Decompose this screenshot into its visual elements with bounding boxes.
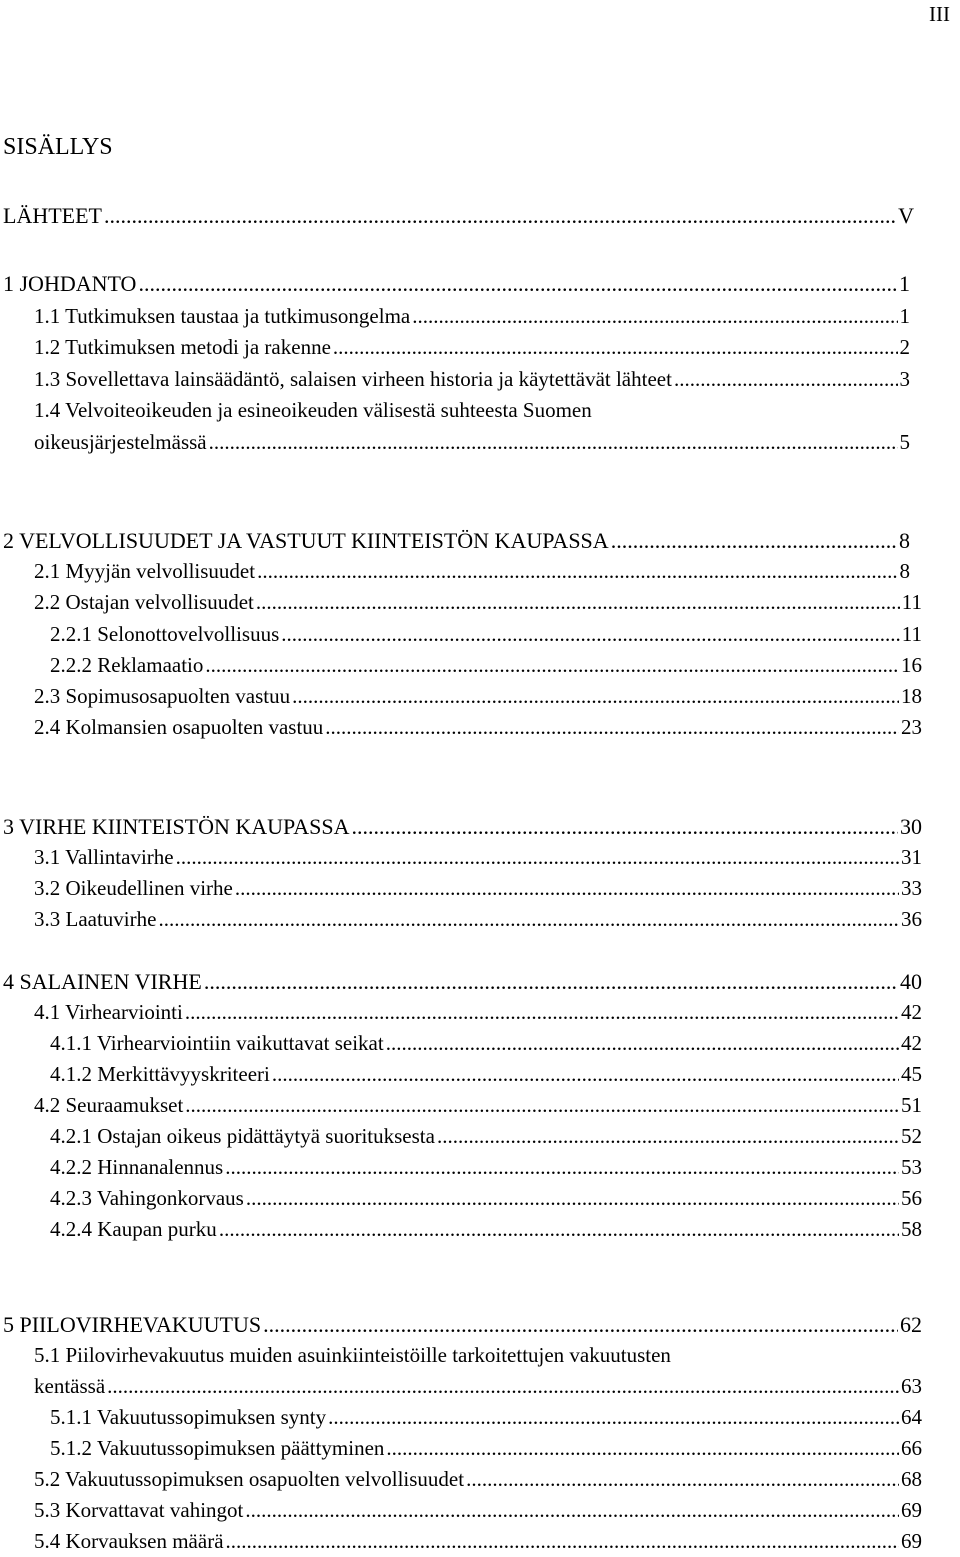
toc-entry-page: 3 bbox=[899, 367, 910, 391]
toc-entry bbox=[34, 332, 910, 363]
toc-entry-text: LÄHTEET bbox=[3, 203, 102, 228]
toc-entry bbox=[50, 1121, 922, 1152]
toc-leader-dots bbox=[205, 650, 899, 681]
toc-entry bbox=[34, 904, 922, 935]
toc-entry-text: 1.2 Tutkimuksen metodi ja rakenne bbox=[34, 335, 331, 359]
toc-entry-text: 1.3 Sovellettava lainsäädäntö, salaisen virheen historia ja käytettävät lähteet bbox=[34, 367, 672, 391]
toc-leader-dots bbox=[674, 364, 898, 395]
toc-entry-page: 42 bbox=[901, 1000, 922, 1024]
toc-entry-page: 45 bbox=[901, 1062, 922, 1086]
toc-leader-dots bbox=[386, 1433, 899, 1464]
toc-entry bbox=[50, 1214, 922, 1245]
toc-entry bbox=[50, 1152, 922, 1183]
toc-leader-dots bbox=[245, 1495, 899, 1526]
toc-entry bbox=[50, 1059, 922, 1090]
toc-leader-dots bbox=[257, 556, 897, 587]
toc-entry-text: 3 VIRHE KIINTEISTÖN KAUPASSA bbox=[3, 814, 350, 839]
toc-entry-text: 2 VELVOLLISUUDET JA VASTUUT KIINTEISTÖN KAUPASSA bbox=[3, 528, 609, 553]
toc-leader-dots bbox=[104, 200, 896, 231]
toc-entry-text: 4.2.2 Hinnanalennus bbox=[50, 1155, 224, 1179]
toc-entry-page: 2 bbox=[899, 335, 910, 359]
toc-entry bbox=[34, 681, 922, 712]
toc-leader-dots bbox=[272, 1059, 899, 1090]
toc-entry-page: 36 bbox=[901, 907, 922, 931]
toc-entry-text: 5.1.1 Vakuutussopimuksen synty bbox=[50, 1405, 327, 1429]
toc-entry-page: 30 bbox=[900, 814, 922, 839]
toc-entry bbox=[3, 268, 910, 299]
toc-entry-text: 4.1 Virhearviointi bbox=[34, 1000, 183, 1024]
toc-leader-dots bbox=[352, 811, 898, 842]
toc-entry-text: 1.1 Tutkimuksen taustaa ja tutkimusongelma bbox=[34, 304, 411, 328]
toc-entry-page: 1 bbox=[899, 304, 910, 328]
toc-leader-dots bbox=[235, 873, 899, 904]
toc-entry-page: 40 bbox=[900, 969, 922, 994]
toc-entry bbox=[34, 427, 910, 458]
toc-leader-dots bbox=[225, 1152, 899, 1183]
toc-entry-text: 5.1.2 Vakuutussopimuksen päättyminen bbox=[50, 1436, 385, 1460]
toc-leader-dots bbox=[281, 619, 900, 650]
toc-leader-dots bbox=[176, 842, 899, 873]
page-number: III bbox=[929, 2, 950, 26]
toc-entry-page: 18 bbox=[901, 684, 922, 708]
toc-entry bbox=[50, 1028, 922, 1059]
toc-entry-page: 66 bbox=[901, 1436, 922, 1460]
toc-entry bbox=[50, 1433, 922, 1464]
toc-entry-page: 1 bbox=[899, 271, 910, 296]
toc-leader-dots bbox=[138, 268, 897, 299]
toc-entry bbox=[3, 525, 910, 556]
toc-entry-page: 58 bbox=[901, 1217, 922, 1241]
toc-leader-dots bbox=[437, 1121, 899, 1152]
toc-entry bbox=[50, 619, 922, 650]
toc-entry-page: 42 bbox=[901, 1031, 922, 1055]
toc-leader-dots bbox=[256, 587, 900, 618]
toc-entry-text: 5.2 Vakuutussopimuksen osapuolten velvollisuudet bbox=[34, 1467, 465, 1491]
toc-entry-text: 1 JOHDANTO bbox=[3, 271, 137, 296]
toc-leader-dots bbox=[325, 712, 899, 743]
toc-leader-dots bbox=[333, 332, 898, 363]
toc-entry-text-continued: oikeusjärjestelmässä bbox=[34, 430, 207, 454]
toc-entry-text: 2.2.2 Reklamaatio bbox=[50, 653, 204, 677]
toc-leader-dots bbox=[466, 1464, 899, 1495]
toc-entry-text: 5.3 Korvattavat vahingot bbox=[34, 1498, 244, 1522]
toc-entry bbox=[34, 1464, 922, 1495]
toc-entry-page: 68 bbox=[901, 1467, 922, 1491]
toc-title: SISÄLLYS bbox=[3, 134, 113, 160]
toc-entry bbox=[3, 966, 922, 997]
toc-entry-text: 2.2 Ostajan velvollisuudet bbox=[34, 590, 254, 614]
toc-entry bbox=[34, 587, 922, 618]
toc-entry bbox=[34, 842, 922, 873]
toc-entry bbox=[50, 1183, 922, 1214]
toc-entry bbox=[34, 1371, 922, 1402]
toc-entry-page: 69 bbox=[901, 1498, 922, 1522]
toc-entry-page: 5 bbox=[899, 430, 910, 454]
toc-entry-text: 4.2.1 Ostajan oikeus pidättäytyä suorituksesta bbox=[50, 1124, 435, 1148]
toc-entry-page: 52 bbox=[901, 1124, 922, 1148]
toc-entry-page: 62 bbox=[900, 1312, 922, 1337]
toc-entry-text: 2.3 Sopimusosapuolten vastuu bbox=[34, 684, 291, 708]
toc-entry-text: 3.2 Oikeudellinen virhe bbox=[34, 876, 233, 900]
toc-entry-page: 51 bbox=[901, 1093, 922, 1117]
toc-entry-page: 11 bbox=[901, 590, 922, 614]
toc-entry-text-continued: kentässä bbox=[34, 1374, 106, 1398]
toc-entry-page: 8 bbox=[899, 528, 910, 553]
toc-entry-page: 8 bbox=[899, 559, 910, 583]
toc-entry bbox=[50, 650, 922, 681]
toc-entry bbox=[34, 1526, 922, 1557]
toc-entry-page: 33 bbox=[901, 876, 922, 900]
toc-leader-dots bbox=[107, 1371, 899, 1402]
toc-entry-text: 5.1 Piilovirhevakuutus muiden asuinkiinteistöille tarkoitettujen vakuutusten bbox=[34, 1343, 671, 1367]
toc-leader-dots bbox=[246, 1183, 899, 1214]
toc-entry bbox=[3, 811, 922, 842]
toc-entry-page: 69 bbox=[901, 1529, 922, 1553]
toc-entry bbox=[3, 200, 914, 231]
toc-leader-dots bbox=[412, 301, 897, 332]
toc-entry-page: 63 bbox=[901, 1374, 922, 1398]
toc-entry-page: 64 bbox=[901, 1405, 922, 1429]
toc-entry bbox=[34, 556, 910, 587]
toc-entry-text: 4.2.4 Kaupan purku bbox=[50, 1217, 217, 1241]
toc-leader-dots bbox=[328, 1402, 899, 1433]
toc-leader-dots bbox=[158, 904, 899, 935]
toc-leader-dots bbox=[226, 1526, 899, 1557]
toc-entry-page: V bbox=[898, 203, 914, 228]
toc-entry-text: 4.2.3 Vahingonkorvaus bbox=[50, 1186, 244, 1210]
toc-leader-dots bbox=[185, 997, 899, 1028]
toc-leader-dots bbox=[263, 1309, 898, 1340]
toc-entry bbox=[34, 873, 922, 904]
toc-leader-dots bbox=[209, 427, 898, 458]
toc-entry bbox=[34, 997, 922, 1028]
toc-entry-text: 3.3 Laatuvirhe bbox=[34, 907, 157, 931]
toc-entry bbox=[34, 1495, 922, 1526]
toc-entry-text: 4 SALAINEN VIRHE bbox=[3, 969, 202, 994]
toc-entry-page: 23 bbox=[901, 715, 922, 739]
toc-entry-page: 31 bbox=[901, 845, 922, 869]
toc-entry-text: 2.1 Myyjän velvollisuudet bbox=[34, 559, 256, 583]
toc-leader-dots bbox=[386, 1028, 899, 1059]
toc-leader-dots bbox=[611, 525, 897, 556]
toc-entry bbox=[34, 1090, 922, 1121]
toc-entry-text: 4.1.1 Virhearviointiin vaikuttavat seikat bbox=[50, 1031, 384, 1055]
toc-entry-text: 4.2 Seuraamukset bbox=[34, 1093, 184, 1117]
toc-leader-dots bbox=[292, 681, 899, 712]
toc-entry-page: 53 bbox=[901, 1155, 922, 1179]
toc-entry-text: 1.4 Velvoiteoikeuden ja esineoikeuden välisestä suhteesta Suomen bbox=[34, 398, 592, 422]
toc-entry bbox=[34, 364, 910, 395]
toc-entry-text: 3.1 Vallintavirhe bbox=[34, 845, 174, 869]
toc-entry-page: 11 bbox=[901, 622, 922, 646]
toc-entry bbox=[3, 1309, 922, 1340]
toc-leader-dots bbox=[219, 1214, 899, 1245]
toc-entry-text: 2.4 Kolmansien osapuolten vastuu bbox=[34, 715, 324, 739]
toc-entry-text: 4.1.2 Merkittävyyskriteeri bbox=[50, 1062, 270, 1086]
toc-entry bbox=[50, 1402, 922, 1433]
toc-entry bbox=[34, 301, 910, 332]
toc-entry bbox=[34, 712, 922, 743]
toc-entry-page: 16 bbox=[901, 653, 922, 677]
toc-entry-text: 5.4 Korvauksen määrä bbox=[34, 1529, 224, 1553]
toc-entry-text: 2.2.1 Selonottovelvollisuus bbox=[50, 622, 280, 646]
toc-leader-dots bbox=[204, 966, 898, 997]
toc-leader-dots bbox=[185, 1090, 899, 1121]
toc-entry-text: 5 PIILOVIRHEVAKUUTUS bbox=[3, 1312, 262, 1337]
toc-entry-page: 56 bbox=[901, 1186, 922, 1210]
